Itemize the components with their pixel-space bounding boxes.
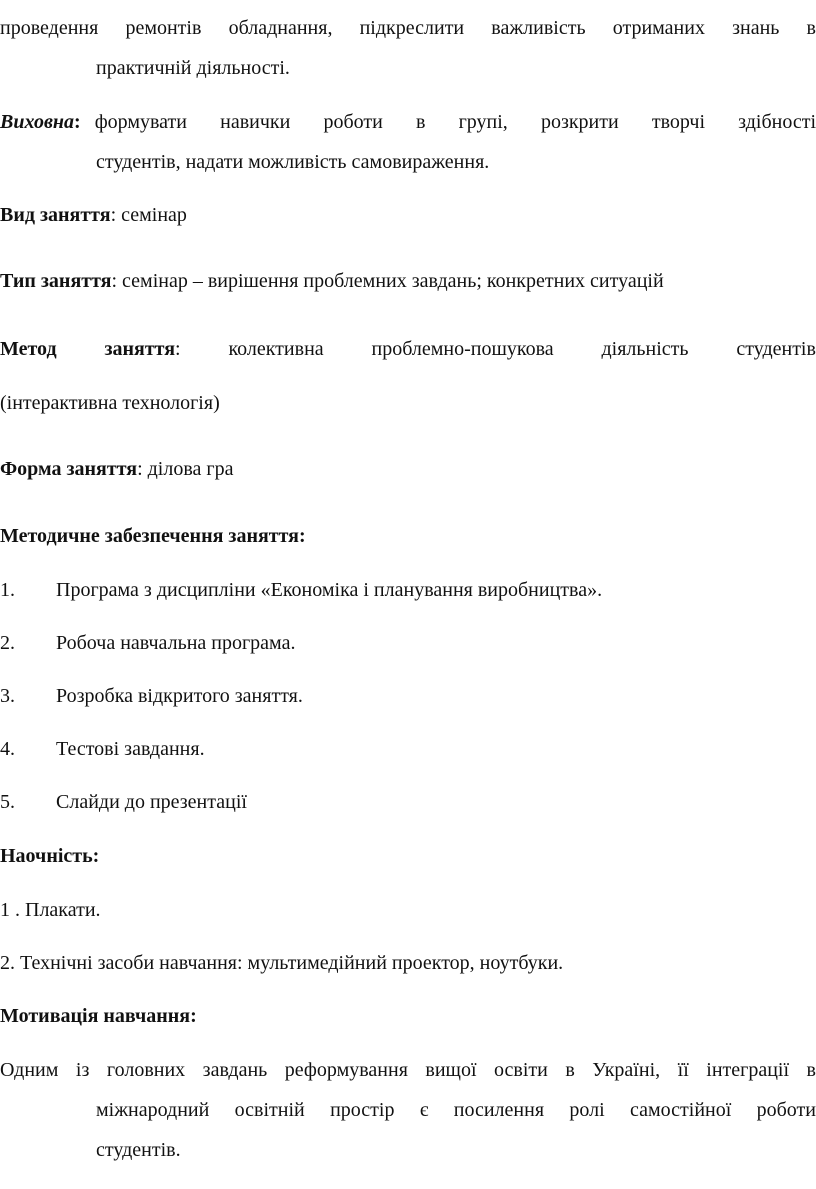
forma-label: Форма заняття bbox=[0, 458, 138, 480]
list-item-number: 5. bbox=[0, 791, 15, 813]
paragraph-line: студентів. bbox=[96, 1139, 181, 1161]
vykhovna-label: Виховна bbox=[0, 111, 75, 133]
metod-word: колективна bbox=[228, 338, 324, 360]
list-item bbox=[0, 788, 816, 816]
vykhovna-line bbox=[0, 108, 816, 136]
typ-line bbox=[0, 267, 816, 295]
list-item-text: Слайди до презентації bbox=[56, 791, 247, 813]
metod-label-word: заняття bbox=[104, 338, 176, 360]
vykhovna-colon: : bbox=[74, 111, 81, 133]
metod-label-group bbox=[104, 335, 180, 363]
list-item-number: 2. bbox=[0, 632, 15, 654]
paragraph-line: проведення ремонтів обладнання, підкреслити важливість отриманих знань в bbox=[0, 17, 816, 39]
typ-text: : семінар – вирішення проблемних завдань; конкретних ситуацій bbox=[111, 270, 664, 292]
typ-label: Тип заняття bbox=[0, 270, 112, 292]
vykhovna-label-group bbox=[0, 108, 81, 136]
paragraph-line: Одним із головних завдань реформування вищої освіти в Україні, її інтеграції в bbox=[0, 1059, 816, 1081]
section-heading: Наочність: bbox=[0, 845, 100, 867]
list-item-text: Програма з дисципліни «Економіка і планування виробництва». bbox=[56, 579, 603, 601]
section-heading: Мотивація навчання: bbox=[0, 1005, 197, 1027]
metod-word: діяльність bbox=[601, 338, 689, 360]
list-item: 2. Технічні засоби навчання: мультимедійний проектор, ноутбуки. bbox=[0, 952, 564, 974]
forma-text: : ділова гра bbox=[137, 458, 234, 480]
list-item-text: Тестові завдання. bbox=[56, 738, 205, 760]
paragraph-line: міжнародний освітній простір є посилення ролі самостійної роботи bbox=[96, 1099, 816, 1121]
vyd-text: : семінар bbox=[110, 204, 187, 226]
list-item bbox=[0, 576, 816, 604]
list-item bbox=[0, 682, 816, 710]
list-item-number: 1. bbox=[0, 579, 15, 601]
metod-word: проблемно-пошукова bbox=[371, 338, 554, 360]
metod-colon: : bbox=[175, 338, 181, 360]
metod-line bbox=[0, 335, 816, 363]
metod-word: студентів bbox=[736, 338, 816, 360]
metod-label-word: Метод bbox=[0, 338, 57, 360]
vyd-label: Вид заняття bbox=[0, 204, 111, 226]
list-item-number: 3. bbox=[0, 685, 15, 707]
list-item bbox=[0, 629, 816, 657]
paragraph-line: практичній діяльності. bbox=[96, 57, 290, 79]
section-heading: Методичне забезпечення заняття: bbox=[0, 525, 306, 547]
list-item-number: 4. bbox=[0, 738, 15, 760]
list-item: 1 . Плакати. bbox=[0, 899, 101, 921]
list-item bbox=[0, 735, 816, 763]
vyd-line bbox=[0, 201, 816, 229]
list-item-text: Робоча навчальна програма. bbox=[56, 632, 296, 654]
forma-line bbox=[0, 455, 816, 483]
list-item-text: Розробка відкритого заняття. bbox=[56, 685, 303, 707]
paragraph-line: студентів, надати можливість самовираження. bbox=[96, 151, 490, 173]
paragraph-line: (інтерактивна технологія) bbox=[0, 392, 220, 414]
vykhovna-text: формувати навички роботи в групі, розкрити творчі здібності bbox=[94, 111, 816, 133]
